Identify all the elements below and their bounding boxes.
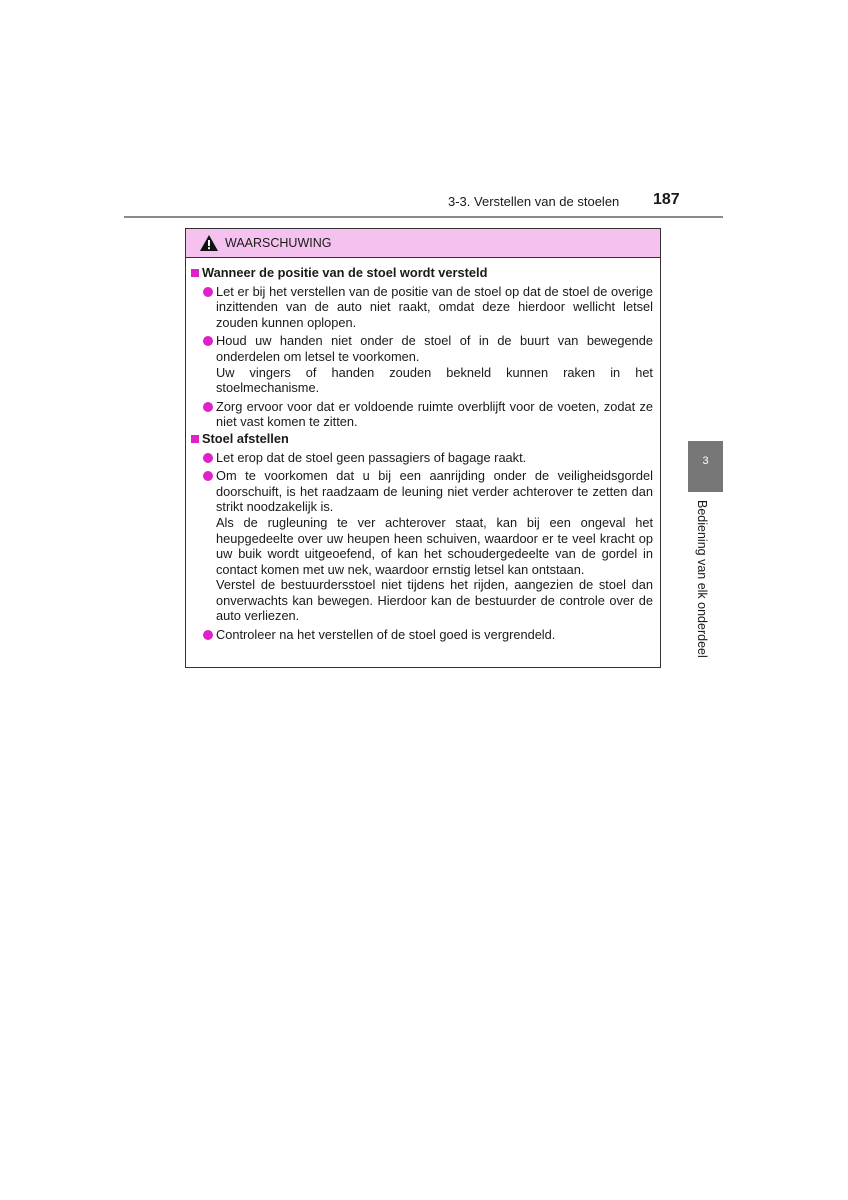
- bullet-text: [216, 450, 526, 466]
- round-bullet-icon: [203, 287, 213, 297]
- section-heading-text: Wanneer de positie van de stoel wordt versteld: [202, 265, 488, 280]
- bullet-paragraph: Om te voorkomen dat u bij een aanrijding onder de veiligheidsgordel doorschuift, is het raadzaam de leuning niet verder achterover te zetten dan strikt noodzakelijk is.: [216, 468, 653, 515]
- section-heading-text: Stoel afstellen: [202, 430, 289, 446]
- section-heading: [191, 431, 653, 447]
- warning-triangle-icon: [199, 234, 219, 252]
- square-bullet-icon: [191, 269, 199, 277]
- bullet-paragraph: Uw vingers of handen zouden bekneld kunnen raken in het stoelmechanisme.: [216, 364, 653, 396]
- bullet-paragraph: Zorg ervoor voor dat er voldoende ruimte overblijft voor de voeten, zodat ze niet vast komen te zitten.: [216, 398, 653, 430]
- bullet-paragraph: Houd uw handen niet onder de stoel of in de buurt van bewegende onderdelen om letsel te voorkomen.: [216, 333, 653, 364]
- bullet-text: [216, 627, 555, 643]
- section-heading: [191, 265, 653, 281]
- bullet-item: [203, 284, 653, 331]
- bullet-text: [216, 399, 653, 430]
- square-bullet-icon: [191, 435, 199, 443]
- header-divider: [124, 216, 723, 218]
- bullet-item: [203, 333, 653, 395]
- bullet-item: [203, 468, 653, 624]
- warning-title: WAARSCHUWING: [225, 236, 332, 250]
- page-number: 187: [653, 191, 680, 208]
- section-title: 3-3. Verstellen van de stoelen: [448, 194, 620, 209]
- round-bullet-icon: [203, 471, 213, 481]
- round-bullet-icon: [203, 453, 213, 463]
- bullet-paragraph: Let erop dat de stoel geen passagiers of bagage raakt.: [216, 449, 527, 465]
- bullet-item: [203, 450, 653, 466]
- warning-box: [185, 228, 661, 668]
- round-bullet-icon: [203, 336, 213, 346]
- warning-body: [186, 258, 660, 643]
- bullet-paragraph: Verstel de bestuurdersstoel niet tijdens het rijden, aangezien de stoel dan onverwachts kan bewegen. Hierdoor kan de bestuurder de controle over de auto verliezen.: [216, 577, 653, 624]
- bullet-text: [216, 333, 653, 395]
- chapter-label: Bediening van elk onderdeel: [695, 500, 709, 658]
- chapter-tab: [688, 441, 723, 492]
- round-bullet-icon: [203, 630, 213, 640]
- bullet-item: [203, 399, 653, 430]
- bullet-paragraph: Controleer na het verstellen of de stoel goed is vergrendeld.: [216, 627, 556, 643]
- warning-header: [186, 229, 660, 258]
- bullet-item: [203, 627, 653, 643]
- bullet-paragraph: Let er bij het verstellen van de positie van de stoel op dat de stoel de overige inzittenden van de auto niet raakt, omdat deze hierdoor wellicht letsel zouden kunnen oplopen.: [216, 283, 653, 330]
- bullet-text: [216, 468, 653, 624]
- bullet-paragraph: Als de rugleuning te ver achterover staat, kan bij een ongeval het heupgedeelte over uw heupen heen schuiven, waardoor er te veel kracht op uw buik wordt uitgeoefend, of kan het schoudergedeelte van de gordel in contact komen met uw nek, waardoor ernstig letsel kan ontstaan.: [216, 514, 653, 577]
- bullet-text: [216, 284, 653, 331]
- chapter-number: 3: [702, 455, 709, 467]
- round-bullet-icon: [203, 402, 213, 412]
